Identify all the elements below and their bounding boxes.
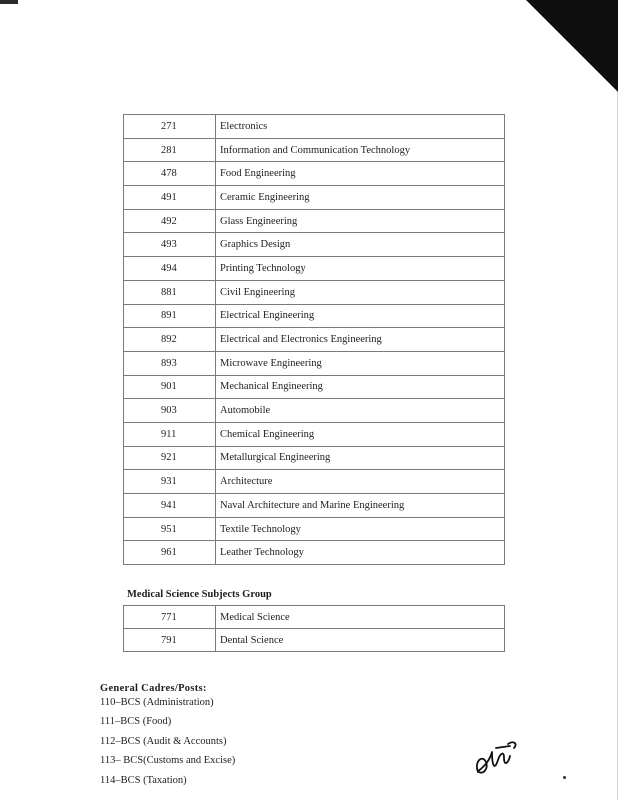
folded-page-corner	[526, 0, 618, 92]
table-row	[124, 629, 505, 652]
subject-name-cell: Automobile	[216, 399, 505, 423]
subject-name-cell: Naval Architecture and Marine Engineering	[216, 494, 505, 518]
medical-subjects-body	[124, 606, 505, 652]
subject-code-cell: 791	[124, 629, 216, 652]
subject-code-cell: 893	[124, 351, 216, 375]
table-row	[124, 257, 505, 281]
medical-group-heading: Medical Science Subjects Group	[127, 589, 272, 600]
subject-code-cell: 961	[124, 541, 216, 565]
table-row	[124, 209, 505, 233]
table-row	[124, 541, 505, 565]
table-row	[124, 606, 505, 629]
subject-code-cell: 271	[124, 115, 216, 139]
cadre-item: 111–BCS (Food)	[100, 716, 172, 727]
table-row	[124, 399, 505, 423]
subject-name-cell: Food Engineering	[216, 162, 505, 186]
subject-name-cell: Electrical and Electronics Engineering	[216, 328, 505, 352]
medical-subjects-table	[123, 605, 505, 652]
subject-code-cell: 921	[124, 446, 216, 470]
subject-code-cell: 881	[124, 280, 216, 304]
subject-name-cell: Graphics Design	[216, 233, 505, 257]
table-row	[124, 162, 505, 186]
cadre-item: 114–BCS (Taxation)	[100, 775, 187, 786]
table-row	[124, 233, 505, 257]
subject-code-cell: 901	[124, 375, 216, 399]
subject-code-cell: 478	[124, 162, 216, 186]
table-row	[124, 470, 505, 494]
subject-name-cell: Textile Technology	[216, 517, 505, 541]
subject-code-cell: 941	[124, 494, 216, 518]
subject-code-cell: 491	[124, 186, 216, 210]
subject-code-cell: 891	[124, 304, 216, 328]
table-row	[124, 446, 505, 470]
subject-code-cell: 493	[124, 233, 216, 257]
subject-code-cell: 281	[124, 138, 216, 162]
engineering-subjects-body	[124, 115, 505, 565]
subject-name-cell: Glass Engineering	[216, 209, 505, 233]
signature-icon	[470, 738, 522, 782]
subject-code-cell: 492	[124, 209, 216, 233]
table-row	[124, 517, 505, 541]
table-row	[124, 422, 505, 446]
engineering-subjects-table	[123, 114, 505, 565]
subject-code-cell: 892	[124, 328, 216, 352]
subject-name-cell: Microwave Engineering	[216, 351, 505, 375]
subject-code-cell: 494	[124, 257, 216, 281]
cadre-item: 113– BCS(Customs and Excise)	[100, 755, 236, 766]
subject-name-cell: Medical Science	[216, 606, 505, 629]
table-row	[124, 351, 505, 375]
subject-code-cell: 911	[124, 422, 216, 446]
subject-name-cell: Architecture	[216, 470, 505, 494]
subject-code-cell: 931	[124, 470, 216, 494]
general-cadres-heading: General Cadres/Posts:	[100, 683, 207, 694]
table-row	[124, 494, 505, 518]
subject-code-cell: 951	[124, 517, 216, 541]
ink-speck	[563, 776, 566, 779]
table-row	[124, 186, 505, 210]
subject-name-cell: Metallurgical Engineering	[216, 446, 505, 470]
subject-name-cell: Dental Science	[216, 629, 505, 652]
subject-code-cell: 771	[124, 606, 216, 629]
table-row	[124, 328, 505, 352]
scan-corner-mark	[0, 0, 18, 4]
cadre-item: 110–BCS (Administration)	[100, 697, 214, 708]
subject-name-cell: Chemical Engineering	[216, 422, 505, 446]
table-row	[124, 280, 505, 304]
subject-code-cell: 903	[124, 399, 216, 423]
table-row	[124, 138, 505, 162]
table-row	[124, 115, 505, 139]
cadre-item: 112–BCS (Audit & Accounts)	[100, 736, 227, 747]
table-row	[124, 304, 505, 328]
subject-name-cell: Mechanical Engineering	[216, 375, 505, 399]
subject-name-cell: Civil Engineering	[216, 280, 505, 304]
subject-name-cell: Electrical Engineering	[216, 304, 505, 328]
subject-name-cell: Leather Technology	[216, 541, 505, 565]
subject-name-cell: Ceramic Engineering	[216, 186, 505, 210]
subject-name-cell: Information and Communication Technology	[216, 138, 505, 162]
table-row	[124, 375, 505, 399]
subject-name-cell: Printing Technology	[216, 257, 505, 281]
subject-name-cell: Electronics	[216, 115, 505, 139]
